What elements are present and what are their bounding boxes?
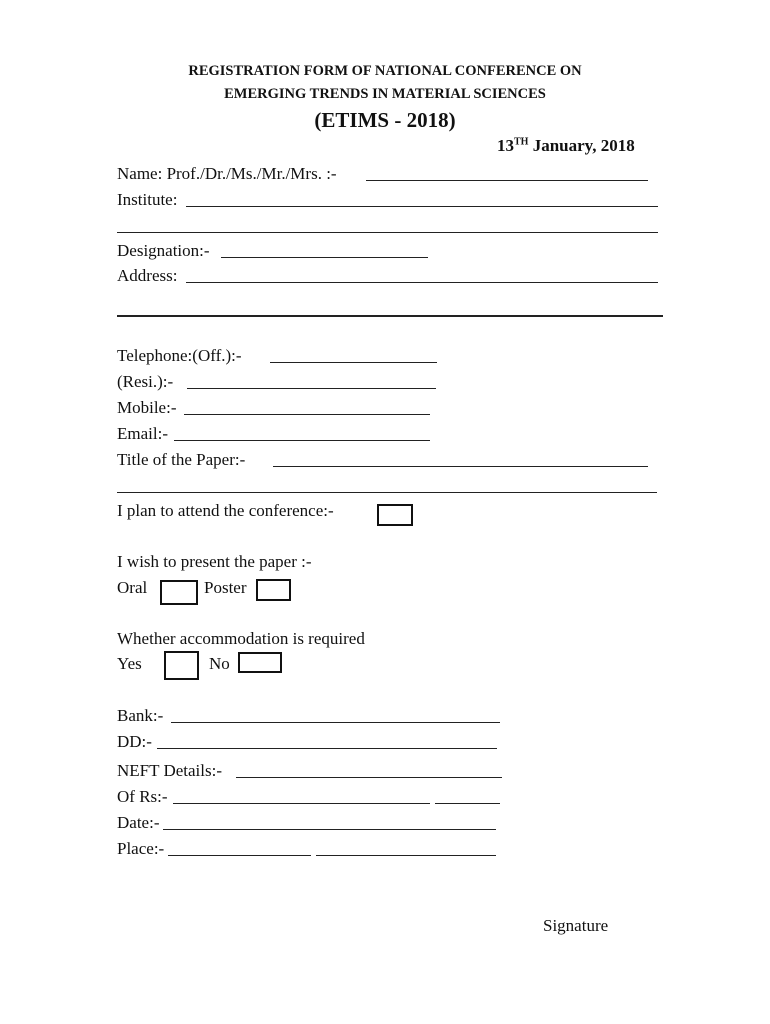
present-paper-label: I wish to present the paper :- [117,552,312,571]
institute-label: Institute: [117,190,178,209]
oral-label: Oral [117,578,148,597]
yes-label: Yes [117,654,142,673]
amount-field[interactable] [173,803,430,804]
paper-title-field-line-2[interactable] [117,492,657,493]
date-label: Date:- [117,813,160,832]
address-label: Address: [117,266,178,285]
address-field[interactable] [186,282,658,283]
place-label: Place:- [117,839,165,858]
telephone-office-field[interactable] [270,362,437,363]
attend-label: I plan to attend the conference:- [117,501,334,520]
poster-checkbox[interactable] [256,579,291,601]
designation-label: Designation:- [117,241,210,260]
dd-field[interactable] [157,748,497,749]
accommodation-yes-checkbox[interactable] [164,651,199,680]
bank-label: Bank:- [117,706,164,725]
amount-field-part-2[interactable] [435,803,500,804]
paper-title-label: Title of the Paper:- [117,450,246,469]
bank-field[interactable] [171,722,500,723]
accommodation-label: Whether accommodation is required [117,629,365,648]
institute-field[interactable] [186,206,658,207]
no-label: No [209,654,230,673]
attend-checkbox[interactable] [377,504,413,526]
institute-field-line-2[interactable] [117,232,658,233]
place-field[interactable] [168,855,311,856]
paper-title-field[interactable] [273,466,648,467]
address-field-line-2[interactable] [117,315,663,317]
designation-field[interactable] [221,257,428,258]
conference-date [497,136,635,156]
form-title-line-1: REGISTRATION FORM OF NATIONAL CONFERENCE ON [188,63,582,79]
email-label: Email:- [117,424,168,443]
poster-label: Poster [204,578,247,597]
neft-label: NEFT Details:- [117,761,222,780]
oral-checkbox[interactable] [160,580,198,605]
accommodation-no-checkbox[interactable] [238,652,282,673]
date-month-year: January, 2018 [528,136,635,155]
dd-label: DD:- [117,732,152,751]
email-field[interactable] [174,440,430,441]
telephone-residence-field[interactable] [187,388,436,389]
mobile-label: Mobile:- [117,398,177,417]
date-field[interactable] [163,829,496,830]
name-field[interactable] [366,180,648,181]
date-suffix: TH [514,136,529,148]
name-label: Name: Prof./Dr./Ms./Mr./Mrs. :- [117,164,337,183]
date-day: 13 [497,136,514,155]
amount-label: Of Rs:- [117,787,168,806]
form-title-line-2: EMERGING TRENDS IN MATERIAL SCIENCES [224,86,546,102]
mobile-field[interactable] [184,414,430,415]
neft-field[interactable] [236,777,502,778]
conference-acronym: (ETIMS - 2018) [314,108,456,132]
telephone-office-label: Telephone:(Off.):- [117,346,242,365]
place-field-part-2[interactable] [316,855,496,856]
signature-label: Signature [543,916,609,935]
telephone-residence-label: (Resi.):- [117,372,174,391]
